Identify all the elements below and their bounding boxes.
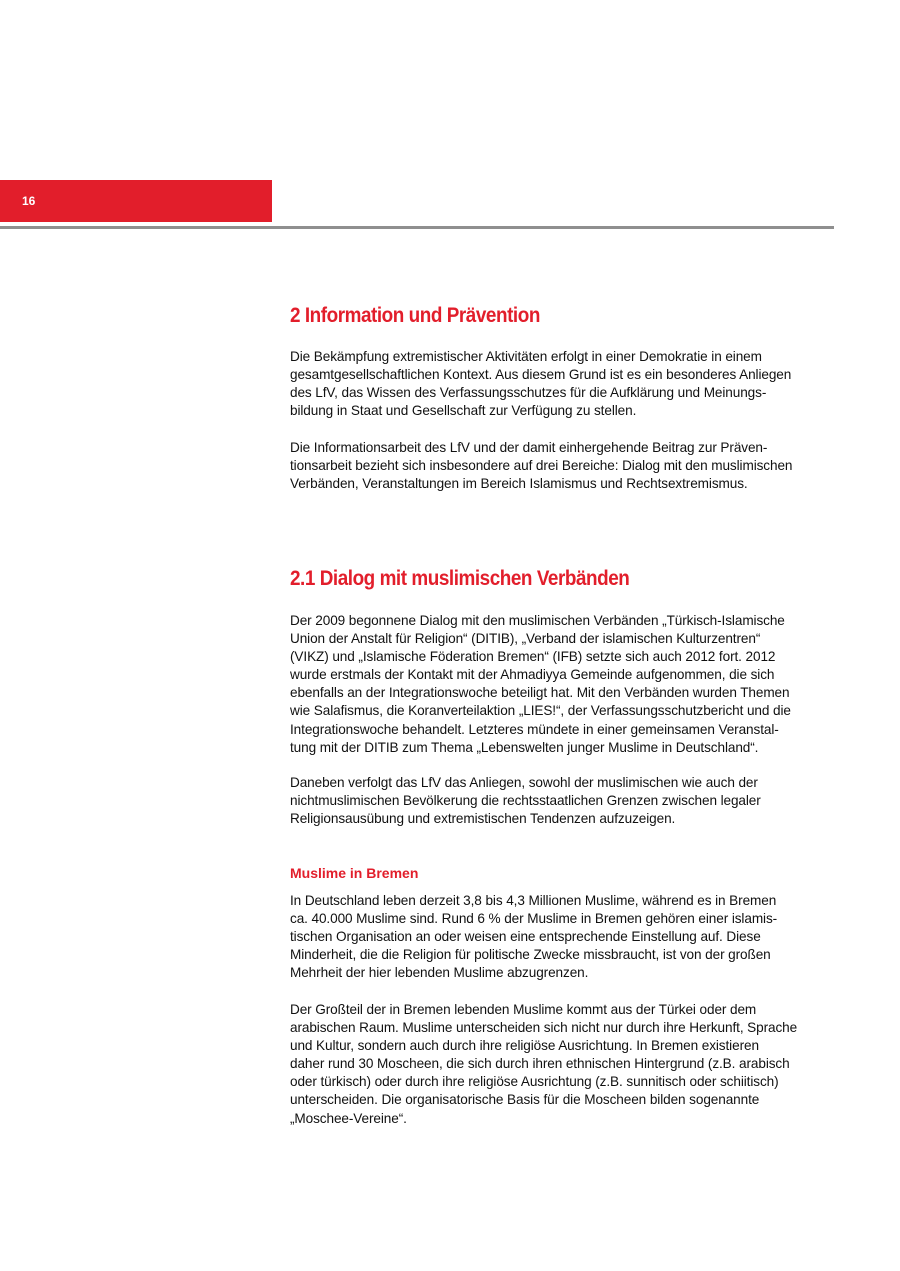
- text-line: ebenfalls an der Integrationswoche beteiligt hat. Mit den Verbänden wurden Themen: [290, 685, 790, 701]
- page-number-tab: [0, 180, 272, 222]
- paragraph: [290, 892, 777, 982]
- text-line: Der 2009 begonnene Dialog mit den muslimischen Verbänden „Türkisch-Islamische: [290, 613, 785, 628]
- section-heading-information-praevention: 2 Information und Prävention: [290, 304, 540, 327]
- text-line: bildung in Staat und Gesellschaft zur Verfügung zu stellen.: [290, 403, 637, 419]
- text-line: Mehrheit der hier lebenden Muslime abzugrenzen.: [290, 965, 589, 981]
- text-line: wurde erstmals der Kontakt mit der Ahmadiyya Gemeinde aufgenommen, die sich: [290, 667, 775, 683]
- text-line: Minderheit, die die Religion für politische Zwecke missbraucht, ist von der großen: [290, 947, 771, 963]
- text-line: Verbänden, Veranstaltungen im Bereich Islamismus und Rechtsextremismus.: [290, 476, 748, 492]
- text-line: tionsarbeit bezieht sich insbesondere auf drei Bereiche: Dialog mit den muslimischen: [290, 458, 793, 474]
- text-line: Der Großteil der in Bremen lebenden Muslime kommt aus der Türkei oder dem: [290, 1002, 757, 1017]
- text-line: Die Informationsarbeit des LfV und der damit einhergehende Beitrag zur Präven-: [290, 440, 768, 455]
- text-line: Religionsausübung und extremistischen Tendenzen aufzuzeigen.: [290, 811, 676, 827]
- text-line: wie Salafismus, die Koranverteilaktion „LIES!“, der Verfassungsschutzbericht und die: [290, 703, 791, 719]
- text-line: In Deutschland leben derzeit 3,8 bis 4,3 Millionen Muslime, während es in Bremen: [290, 893, 777, 908]
- text-line: gesamtgesellschaftlichen Kontext. Aus diesem Grund ist es ein besonderes Anliegen: [290, 367, 792, 383]
- paragraph: [290, 348, 791, 420]
- text-line: ca. 40.000 Muslime sind. Rund 6 % der Muslime in Bremen gehören einer islamis-: [290, 911, 778, 927]
- subsection-heading-muslime-in-bremen: Muslime in Bremen: [290, 865, 419, 881]
- text-line: Die Bekämpfung extremistischer Aktivitäten erfolgt in einer Demokratie in einem: [290, 349, 762, 364]
- text-line: nichtmuslimischen Bevölkerung die rechtsstaatlichen Grenzen zwischen legaler: [290, 793, 761, 809]
- paragraph: [290, 1001, 797, 1128]
- page-number: 16: [22, 194, 36, 208]
- text-line: oder türkisch) oder durch ihre religiöse Ausrichtung (z.B. sunnitisch oder schiitisch): [290, 1074, 779, 1090]
- paragraph: [290, 612, 791, 757]
- text-line: (VIKZ) und „Islamische Föderation Bremen“ (IFB) setzte sich auch 2012 fort. 2012: [290, 649, 776, 665]
- text-line: arabischen Raum. Muslime unterscheiden sich nicht nur durch ihre Herkunft, Sprache: [290, 1020, 798, 1036]
- section-heading-dialog-verbaende: 2.1 Dialog mit muslimischen Verbänden: [290, 567, 630, 590]
- paragraph: [290, 439, 792, 493]
- text-line: des LfV, das Wissen des Verfassungsschutzes für die Aufklärung und Meinungs-: [290, 385, 767, 401]
- text-line: daher rund 30 Moscheen, die sich durch ihren ethnischen Hintergrund (z.B. arabisch: [290, 1056, 790, 1072]
- text-line: Daneben verfolgt das LfV das Anliegen, sowohl der muslimischen wie auch der: [290, 775, 758, 790]
- text-line: unterscheiden. Die organisatorische Basis für die Moscheen bilden sogenannte: [290, 1092, 760, 1108]
- text-line: „Moschee-Vereine“.: [290, 1110, 407, 1126]
- text-line: tischen Organisation an oder weisen eine entsprechende Einstellung auf. Diese: [290, 929, 761, 945]
- text-line: tung mit der DITIB zum Thema „Lebenswelten junger Muslime in Deutschland“.: [290, 739, 759, 755]
- text-line: Union der Anstalt für Religion“ (DITIB), „Verband der islamischen Kulturzentren“: [290, 631, 761, 647]
- header-rule: [0, 226, 834, 229]
- text-line: Integrationswoche behandelt. Letzteres mündete in einer gemeinsamen Veranstal-: [290, 721, 779, 737]
- paragraph: [290, 774, 761, 828]
- text-line: und Kultur, sondern auch durch ihre religiöse Ausrichtung. In Bremen existieren: [290, 1038, 759, 1054]
